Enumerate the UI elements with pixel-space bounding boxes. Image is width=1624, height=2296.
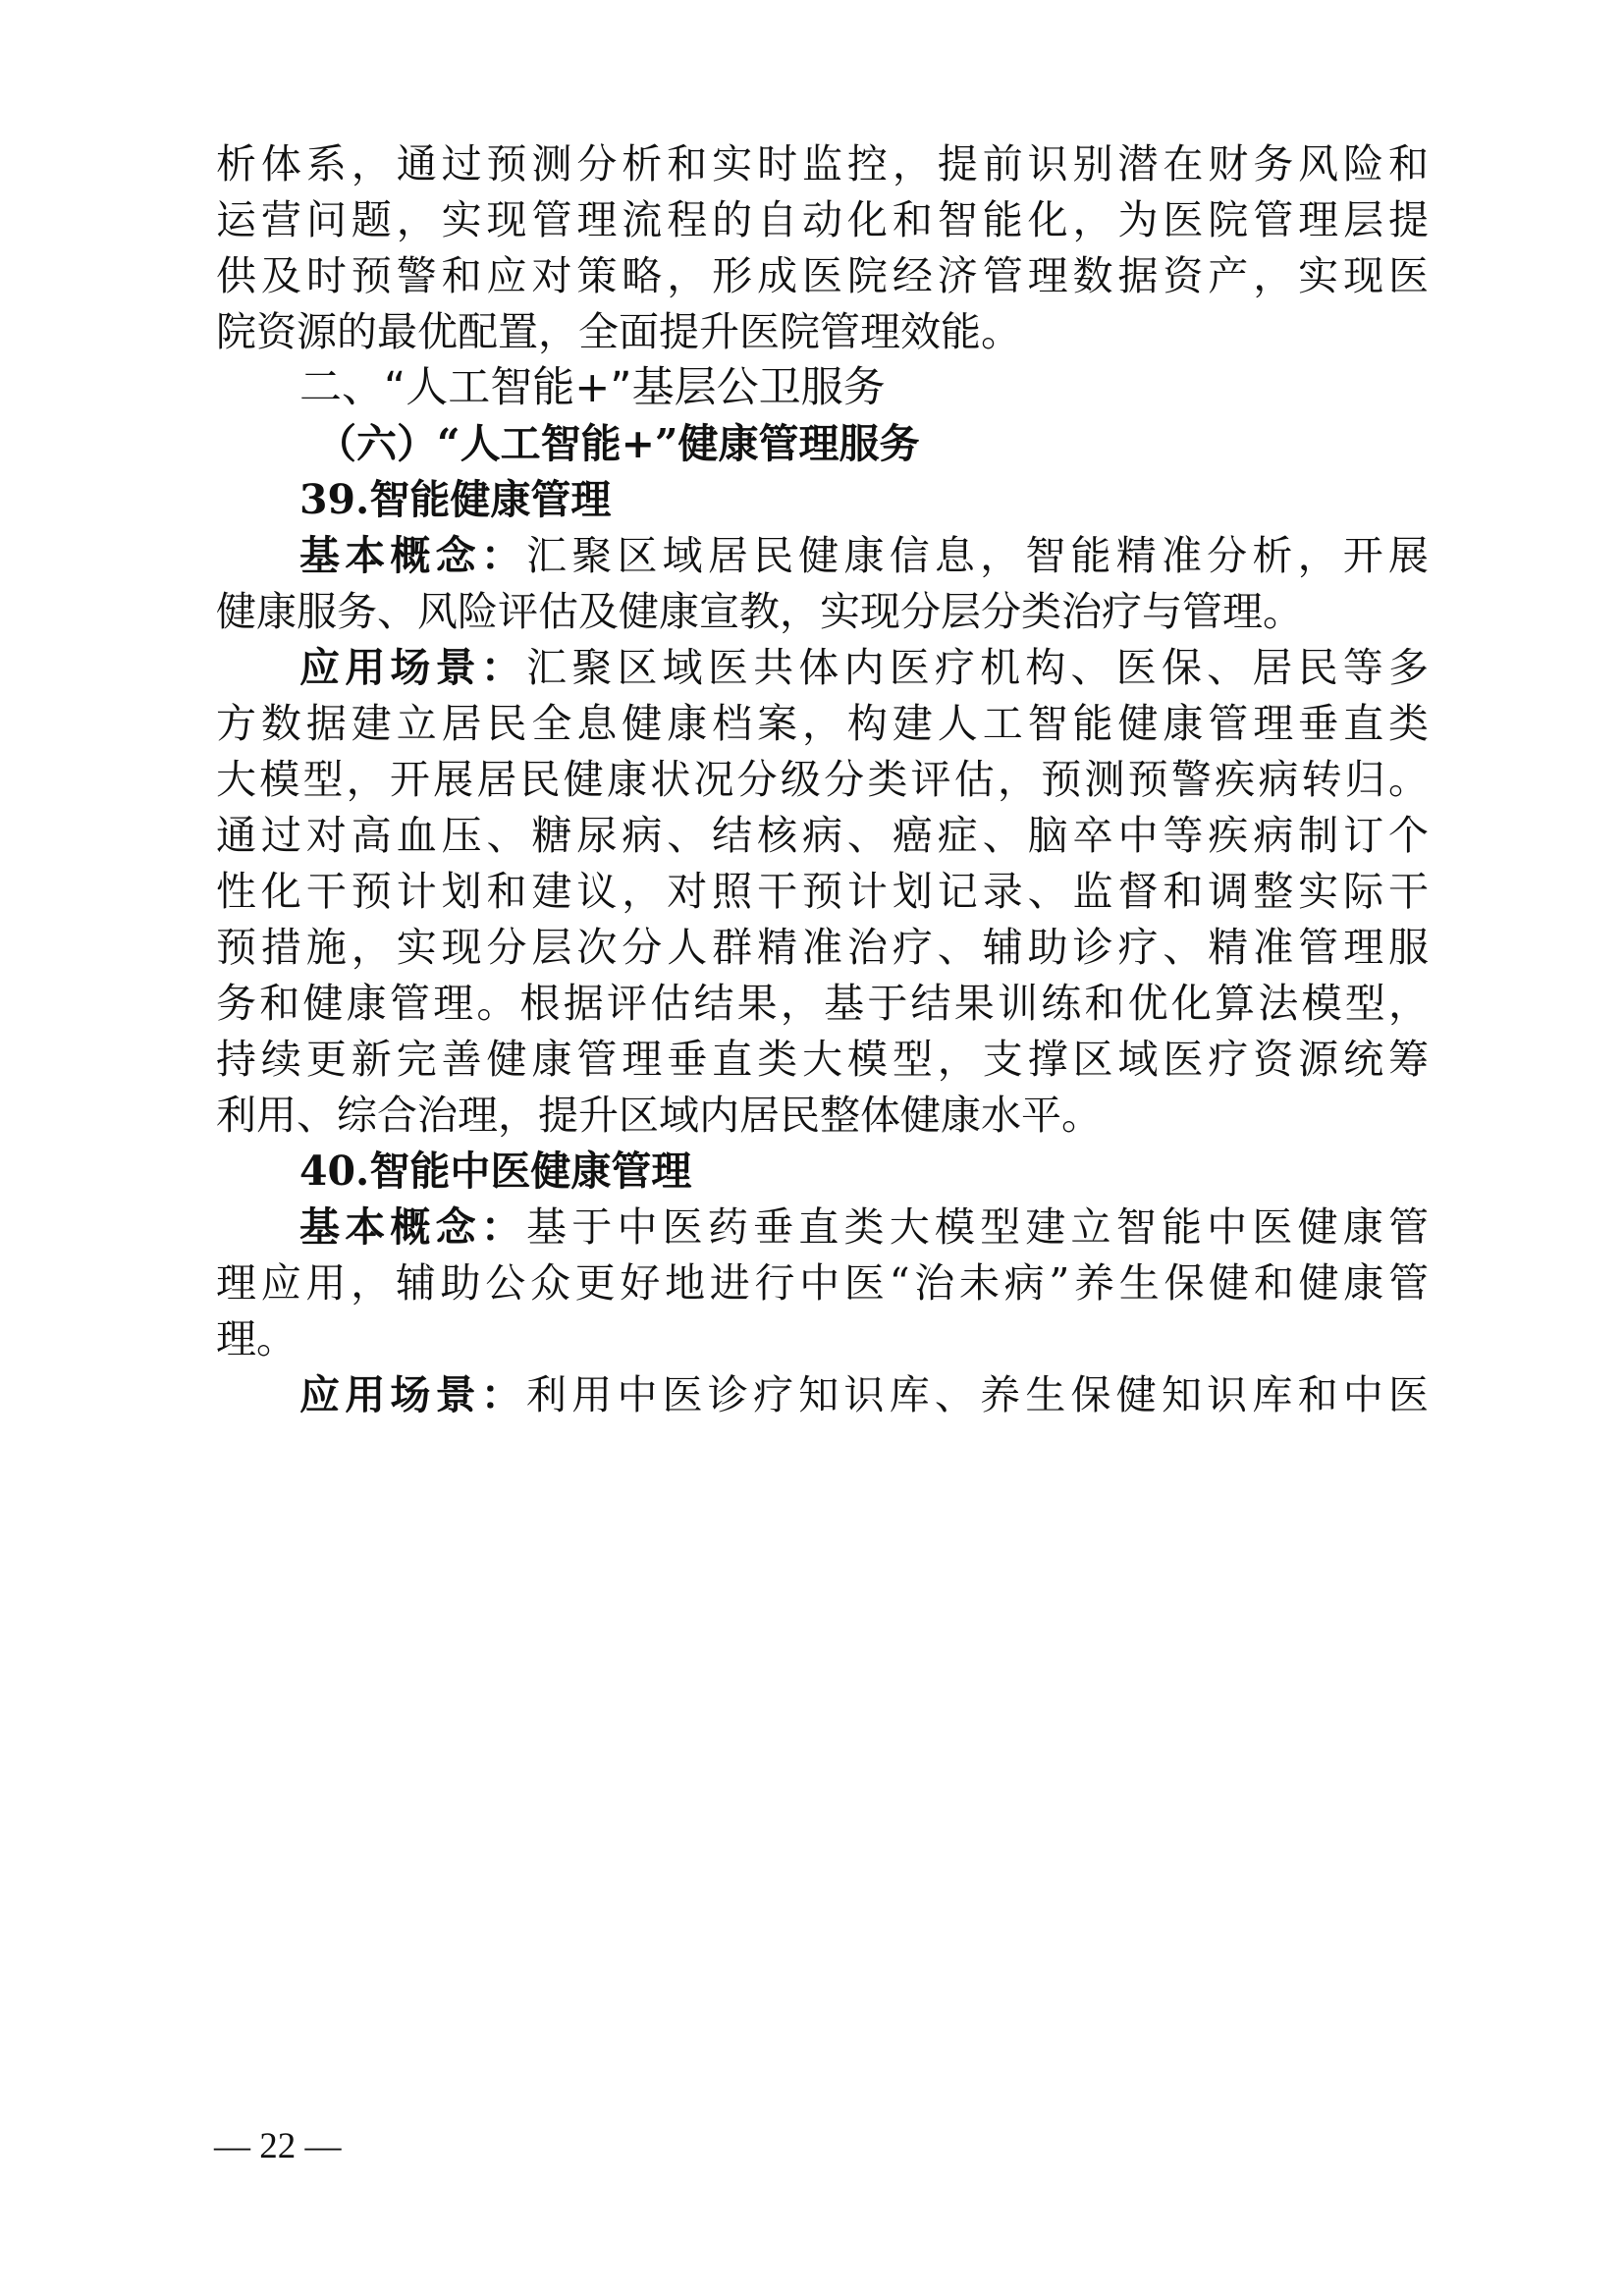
- paragraph-line: 理应用，辅助公众更好地进行中医“治未病”养生保健和健康管: [216, 1259, 1429, 1307]
- concept-text: 基于中医药垂直类大模型建立智能中医健康管: [526, 1203, 1430, 1251]
- paragraph-line: 健康服务、风险评估及健康宣教，实现分层分类治疗与管理。: [216, 588, 1303, 635]
- paragraph-line: 运营问题，实现管理流程的自动化和智能化，为医院管理层提: [216, 196, 1429, 243]
- paragraph-line: 务和健康管理。根据评估结果，基于结果训练和优化算法模型，: [216, 980, 1429, 1027]
- paragraph-line: 利用、综合治理，提升区域内居民整体健康水平。: [216, 1092, 1102, 1139]
- scene-text: 汇聚区域医共体内医疗机构、医保、居民等多: [526, 644, 1430, 691]
- scene-label: 应用场景：: [299, 1371, 527, 1418]
- concept-text: 汇聚区域居民健康信息，智能精准分析，开展: [526, 532, 1430, 579]
- item-title-39: 39.智能健康管理: [299, 476, 612, 523]
- paragraph-line: 供及时预警和应对策略，形成医院经济管理数据资产，实现医: [216, 252, 1429, 299]
- paragraph-line: 通过对高血压、糖尿病、结核病、癌症、脑卒中等疾病制订个: [216, 812, 1429, 859]
- scene-paragraph-first-line: [299, 1361, 1429, 1429]
- paragraph-line: 大模型，开展居民健康状况分级分类评估，预测预警疾病转归。: [216, 756, 1429, 803]
- concept-label: 基本概念：: [299, 532, 527, 579]
- paragraph-line: 析体系，通过预测分析和实时监控，提前识别潜在财务风险和: [216, 140, 1429, 187]
- item-title-40: 40.智能中医健康管理: [299, 1148, 692, 1195]
- paragraph-line: 院资源的最优配置，全面提升医院管理效能。: [216, 308, 1021, 355]
- section-heading: 二、“人工智能+”基层公卫服务: [299, 363, 886, 412]
- scene-text: 利用中医诊疗知识库、养生保健知识库和中医: [526, 1371, 1430, 1418]
- concept-label: 基本概念：: [299, 1203, 527, 1251]
- scene-label: 应用场景：: [299, 644, 527, 691]
- paragraph-line: 方数据建立居民全息健康档案，构建人工智能健康管理垂直类: [216, 700, 1429, 747]
- page-number: — 22 —: [214, 2126, 342, 2166]
- paragraph-line: 预措施，实现分层次分人群精准治疗、辅助诊疗、精准管理服: [216, 924, 1429, 971]
- subsection-heading: （六）“人工智能+”健康管理服务: [316, 420, 920, 467]
- paragraph-line: 性化干预计划和建议，对照干预计划记录、监督和调整实际干: [216, 868, 1429, 915]
- paragraph-line: 持续更新完善健康管理垂直类大模型，支撑区域医疗资源统筹: [216, 1036, 1429, 1083]
- paragraph-line: 理。: [216, 1315, 297, 1362]
